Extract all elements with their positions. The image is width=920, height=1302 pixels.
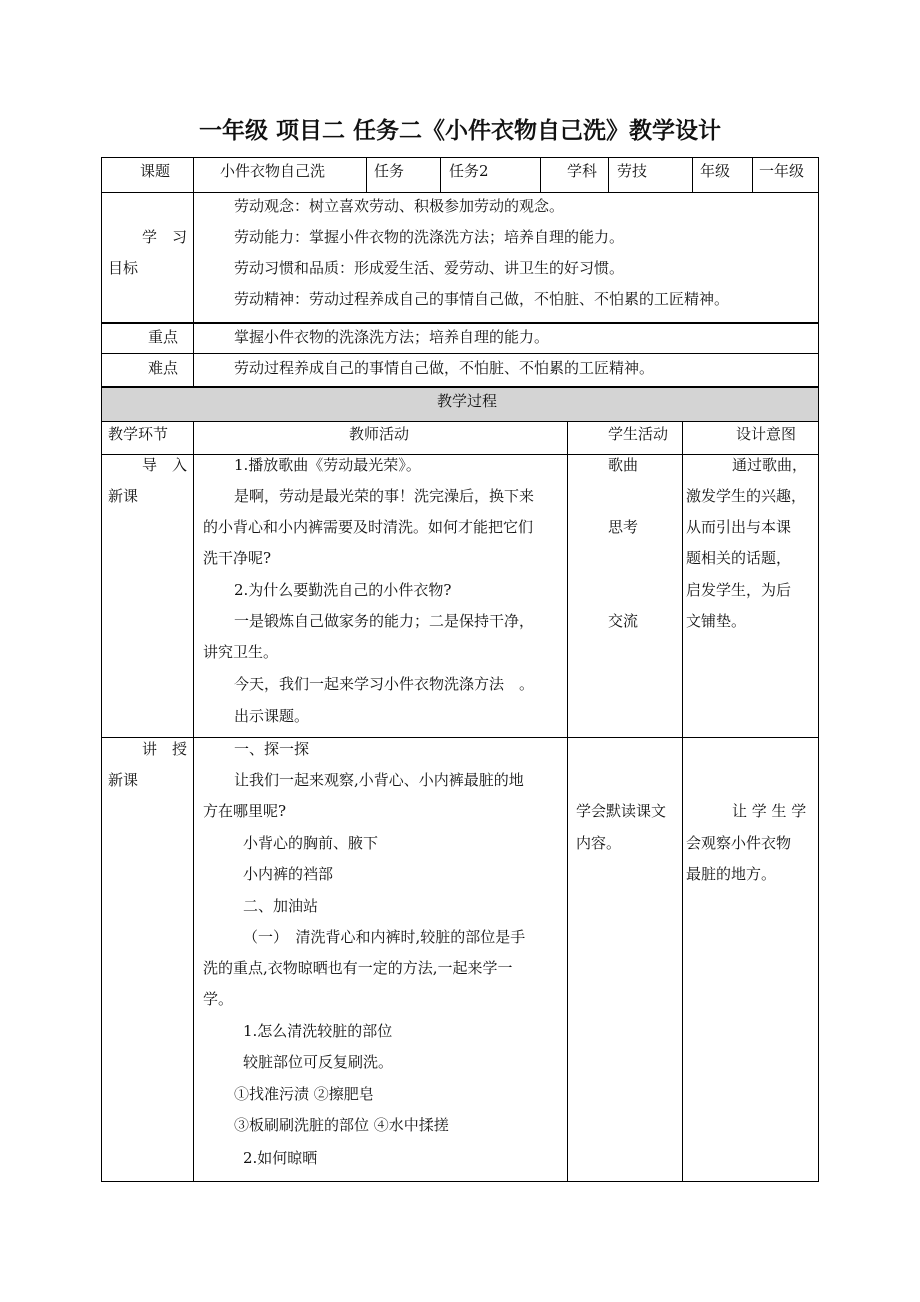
intro-stage: 导 入 [142, 456, 188, 474]
header-stage: 教学环节 [108, 425, 169, 443]
row-divider [101, 737, 819, 738]
teacher-line: 一是锻炼自己做家务的能力；二是保持干净， [234, 612, 535, 630]
row-divider [101, 454, 819, 455]
teacher-line: 2.如何晾晒 [243, 1149, 318, 1167]
table-border [101, 157, 102, 1182]
design-line: 让 学 生 学 [732, 802, 807, 820]
header-design: 设计意图 [736, 425, 797, 443]
col-divider [567, 421, 568, 1181]
teacher-line: 小内裤的裆部 [243, 865, 334, 883]
lecture-stage: 讲 授 [142, 740, 188, 758]
topic-value: 小件衣物自己洗 [220, 162, 326, 180]
row-divider [101, 386, 819, 388]
grade-label: 年级 [700, 162, 731, 180]
col-divider [193, 421, 194, 1181]
teacher-line: 洗的重点,衣物晾晒也有一定的方法,一起来学一 [203, 959, 513, 977]
col-divider [193, 157, 194, 387]
task-value: 任务2 [449, 162, 489, 180]
col-divider [752, 157, 753, 192]
page-title: 一年级 项目二 任务二《小件衣物自己洗》教学设计 [198, 118, 721, 144]
row-divider [101, 192, 819, 193]
design-line: 启发学生，为后 [686, 581, 792, 599]
key-label: 重点 [148, 328, 179, 346]
grade-value: 一年级 [759, 162, 805, 180]
col-divider [440, 157, 441, 192]
header-teacher: 教师活动 [349, 425, 410, 443]
subject-label: 学科 [567, 162, 598, 180]
objective-line: 劳动精神：劳动过程养成自己的事情自己做，不怕脏、不怕累的工匠精神。 [234, 290, 730, 308]
table-border [101, 1181, 819, 1182]
teacher-line: 2.为什么要勤洗自己的小件衣物? [234, 581, 452, 599]
teacher-line: 较脏部位可反复刷洗。 [243, 1053, 394, 1071]
design-line: 会观察小件衣物 [686, 834, 792, 852]
teacher-line: 出示课题。 [234, 707, 310, 725]
topic-label: 课题 [140, 162, 171, 180]
teacher-line: 学。 [203, 990, 234, 1008]
teacher-line: 1.怎么清洗较脏的部位 [243, 1022, 393, 1040]
teacher-line: （一） 清洗背心和内裤时,较脏的部位是手 [243, 928, 526, 946]
teacher-line: 是啊，劳动是最光荣的事！洗完澡后，换下来 [234, 487, 535, 505]
teacher-line: 让我们一起来观察,小背心、小内裤最脏的地 [234, 771, 524, 789]
objective-line: 劳动观念：树立喜欢劳动、积极参加劳动的观念。 [234, 197, 565, 215]
teacher-line: 1.播放歌曲《劳动最光荣》。 [234, 456, 421, 474]
col-divider [540, 157, 541, 192]
row-divider [101, 353, 819, 354]
teacher-line: 二、加油站 [243, 897, 319, 915]
student-activity: 歌曲 [608, 456, 639, 474]
design-line: 最脏的地方。 [686, 865, 777, 883]
table-border [101, 157, 819, 158]
row-divider [101, 322, 819, 324]
student-activity: 内容。 [576, 834, 622, 852]
teacher-line: 讲究卫生。 [203, 643, 279, 661]
teacher-line: 一、探一探 [234, 740, 310, 758]
col-divider [608, 157, 609, 192]
teacher-line: ①找准污渍 ②擦肥皂 [234, 1085, 374, 1103]
table-border [818, 157, 819, 1182]
col-divider [682, 421, 683, 1181]
difficulty-label: 难点 [148, 359, 179, 377]
header-student: 学生活动 [608, 425, 669, 443]
objectives-label: 学 习 [142, 228, 188, 246]
objective-line: 劳动能力：掌握小件衣物的洗涤洗方法；培养自理的能力。 [234, 228, 625, 246]
student-activity: 交流 [608, 612, 639, 630]
objective-line: 劳动习惯和品质：形成爱生活、爱劳动、讲卫生的好习惯。 [234, 259, 625, 277]
lecture-stage-2: 新课 [108, 771, 139, 789]
design-line: 文铺垫。 [686, 612, 747, 630]
process-title: 教学过程 [437, 392, 498, 410]
design-line: 通过歌曲， [732, 456, 808, 474]
task-label: 任务 [374, 162, 405, 180]
student-activity: 思考 [608, 518, 639, 536]
difficulty-text: 劳动过程养成自己的事情自己做，不怕脏、不怕累的工匠精神。 [234, 359, 655, 377]
design-line: 激发学生的兴趣， [686, 487, 807, 505]
teacher-line: 方在哪里呢? [203, 802, 287, 820]
teacher-line: 小背心的胸前、腋下 [243, 834, 379, 852]
intro-stage-2: 新课 [108, 487, 139, 505]
design-line: 题相关的话题， [686, 549, 792, 567]
teacher-line: 洗干净呢? [203, 549, 272, 567]
col-divider [366, 157, 367, 192]
teacher-line: ③板刷刷洗脏的部位 ④水中揉搓 [234, 1116, 449, 1134]
teacher-line: 今天，我们一起来学习小件衣物洗涤方法 。 [234, 675, 535, 693]
col-divider [692, 157, 693, 192]
design-line: 从而引出与本课 [686, 518, 792, 536]
objectives-label-2: 目标 [108, 259, 139, 277]
subject-value: 劳技 [617, 162, 648, 180]
teacher-line: 的小背心和小内裤需要及时清洗。如何才能把它们 [203, 518, 534, 536]
key-text: 掌握小件衣物的洗涤洗方法；培养自理的能力。 [234, 328, 550, 346]
row-divider [101, 421, 819, 422]
student-activity: 学会默读课文 [576, 802, 667, 820]
